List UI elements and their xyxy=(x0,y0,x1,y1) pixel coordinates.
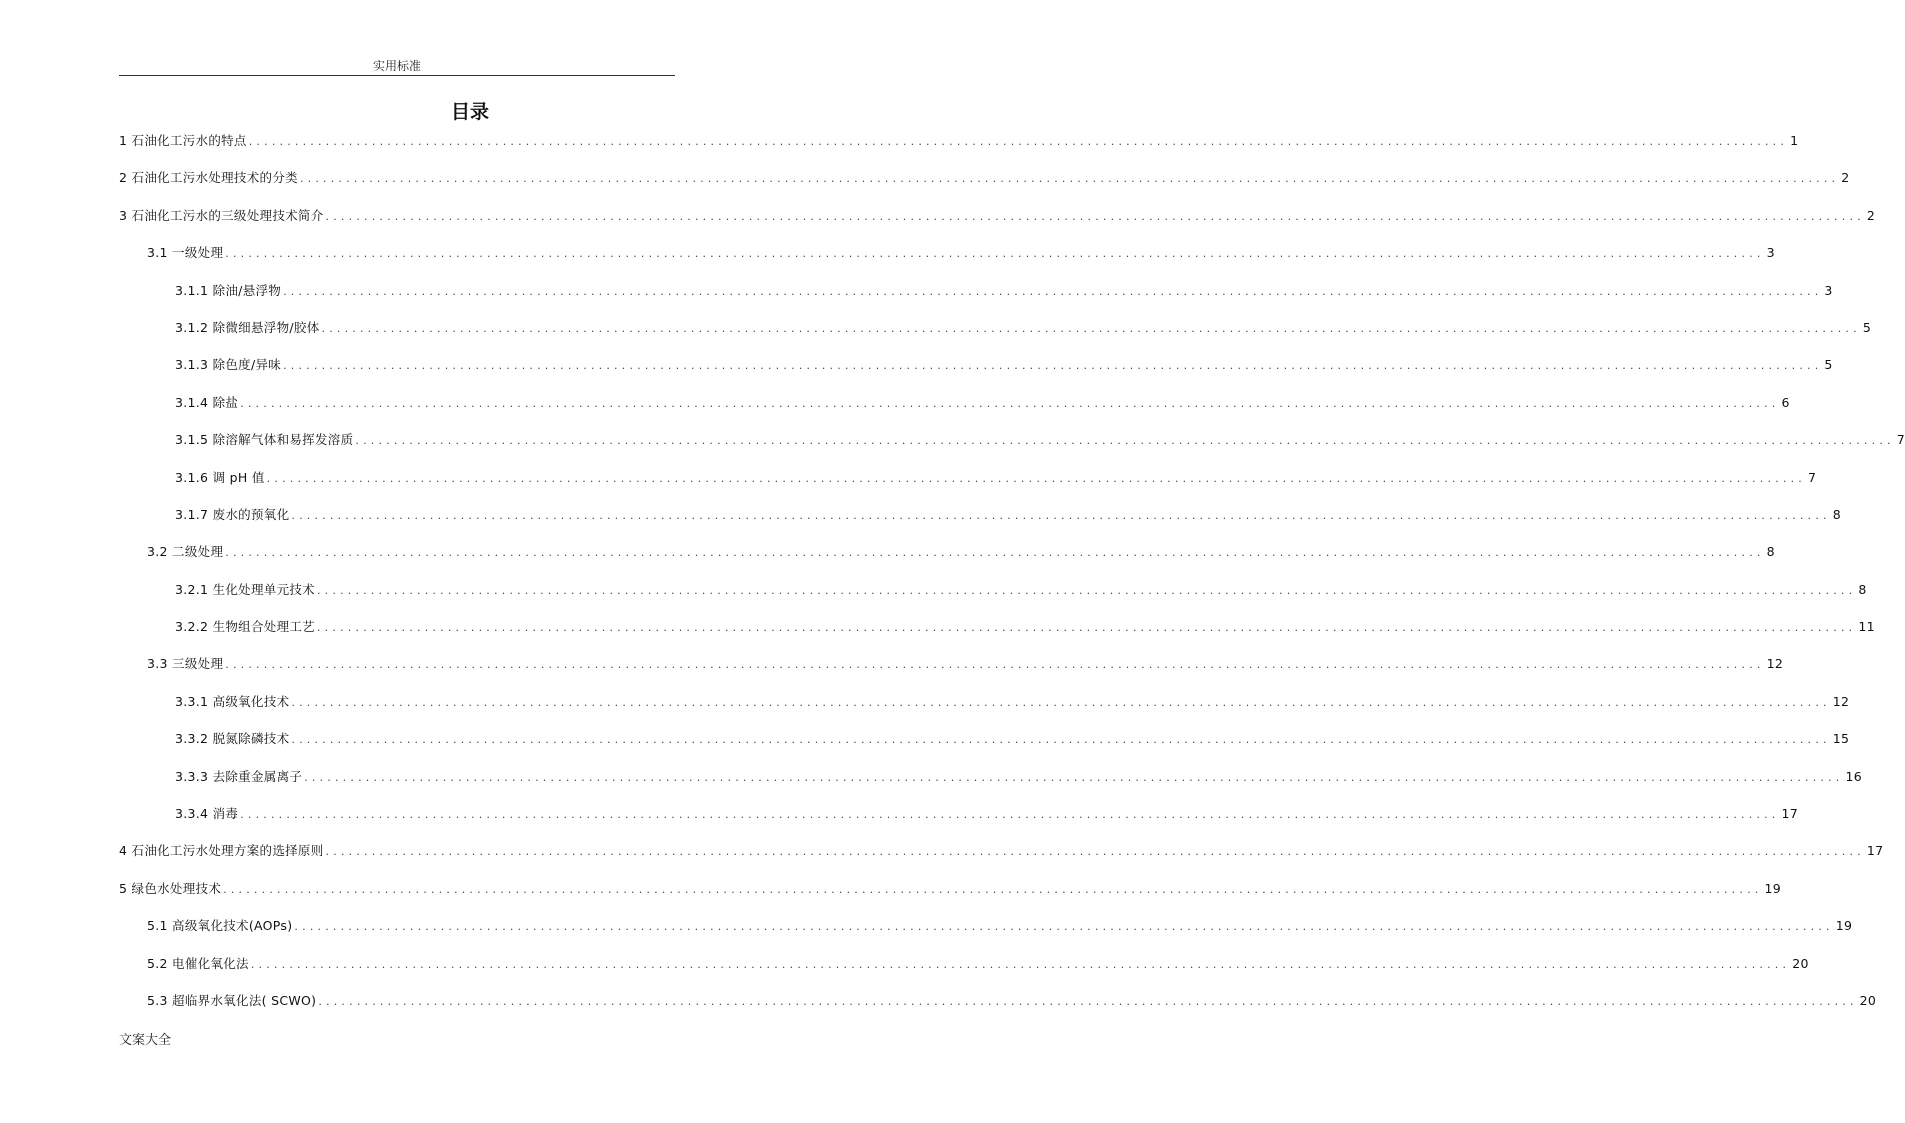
page-footer: 文案大全 xyxy=(119,1033,172,1048)
toc-entry-row[interactable] xyxy=(175,618,1875,636)
toc-dot-leader: ........................................................................................................................................................................................................ xyxy=(283,359,1823,373)
toc-entry-label[interactable]: 3.1 一级处理 xyxy=(147,245,224,261)
toc-entry-label[interactable]: 3.2.1 生化处理单元技术 xyxy=(175,581,315,597)
toc-entry-row[interactable] xyxy=(119,880,1781,898)
toc-entry-page-number[interactable]: 8 xyxy=(1832,506,1841,522)
toc-entry[interactable] xyxy=(119,876,1781,913)
toc-entry-row[interactable] xyxy=(175,805,1799,823)
toc-dot-leader: ........................................................................................................................................................................................................ xyxy=(325,209,1865,223)
toc-entry-row[interactable] xyxy=(147,655,1784,673)
toc-dot-leader: ........................................................................................................................................................................................................ xyxy=(316,583,1857,597)
toc-entry[interactable] xyxy=(119,240,1775,277)
toc-entry-row[interactable] xyxy=(175,768,1863,786)
toc-entry-row[interactable] xyxy=(175,581,1867,599)
toc-entry[interactable] xyxy=(119,651,1784,688)
toc-dot-leader: ........................................................................................................................................................................................................ xyxy=(225,658,1765,672)
toc-entry-page-number[interactable]: 17 xyxy=(1866,843,1884,859)
toc-entry-label[interactable]: 3.1.1 除油/悬浮物 xyxy=(175,282,282,298)
toc-entry-row[interactable] xyxy=(175,469,1817,487)
toc-dot-leader: ........................................................................................................................................................................................................ xyxy=(291,508,1831,522)
toc-dot-leader: ........................................................................................................................................................................................................ xyxy=(283,284,1823,298)
toc-dot-leader: ........................................................................................................................................................................................................ xyxy=(225,546,1765,560)
toc-entry-label[interactable]: 2 石油化工污水处理技术的分类 xyxy=(119,170,298,186)
toc-entry-label[interactable]: 3.3 三级处理 xyxy=(147,656,224,672)
toc-dot-leader: ........................................................................................................................................................................................................ xyxy=(355,434,1895,448)
toc-entry-row[interactable] xyxy=(175,394,1790,412)
toc-dot-leader: ........................................................................................................................................................................................................ xyxy=(304,770,1844,784)
toc-entry-label[interactable]: 3.3.1 高级氧化技术 xyxy=(175,693,290,709)
toc-entry-row[interactable] xyxy=(147,992,1877,1010)
toc-entry[interactable] xyxy=(119,577,1867,614)
toc-entry-page-number[interactable]: 19 xyxy=(1764,880,1781,896)
toc-entry-page-number[interactable]: 17 xyxy=(1781,806,1799,822)
toc-dot-leader: ........................................................................................................................................................................................................ xyxy=(250,957,1791,971)
toc-entry-page-number[interactable]: 3 xyxy=(1824,282,1833,298)
toc-entry-page-number[interactable]: 6 xyxy=(1781,394,1790,410)
toc-entry[interactable] xyxy=(119,128,1799,165)
table-of-contents xyxy=(119,128,1905,1025)
toc-entry[interactable] xyxy=(119,951,1809,988)
toc-dot-leader: ........................................................................................................................................................................................................ xyxy=(318,994,1858,1008)
toc-entry-label[interactable]: 3.2 二级处理 xyxy=(147,544,224,560)
toc-entry-page-number[interactable]: 3 xyxy=(1766,245,1775,261)
toc-entry-page-number[interactable]: 1 xyxy=(1790,133,1799,148)
toc-entry[interactable] xyxy=(119,988,1877,1025)
toc-dot-leader: ........................................................................................................................................................................................................ xyxy=(321,321,1861,335)
toc-entry-page-number[interactable]: 20 xyxy=(1792,955,1809,971)
toc-entry-row[interactable] xyxy=(175,506,1841,524)
toc-entry-page-number[interactable]: 8 xyxy=(1858,581,1867,597)
toc-entry[interactable] xyxy=(119,689,1850,726)
toc-entry[interactable] xyxy=(119,278,1833,315)
toc-entry-page-number[interactable]: 16 xyxy=(1845,768,1863,784)
toc-dot-leader: ........................................................................................................................................................................................................ xyxy=(248,135,1789,148)
toc-entry-page-number[interactable]: 7 xyxy=(1808,469,1817,485)
toc-entry-page-number[interactable]: 2 xyxy=(1866,207,1876,223)
toc-entry-page-number[interactable]: 5 xyxy=(1862,319,1872,335)
toc-entry[interactable] xyxy=(119,465,1817,502)
toc-entry-row[interactable] xyxy=(175,431,1905,449)
toc-entry-label[interactable]: 1 石油化工污水的特点 xyxy=(119,133,247,148)
toc-entry-row[interactable] xyxy=(119,842,1884,860)
toc-dot-leader: ........................................................................................................................................................................................................ xyxy=(291,695,1831,709)
toc-entry-label[interactable]: 5 绿色水处理技术 xyxy=(119,880,222,896)
toc-entry-row[interactable] xyxy=(147,543,1775,561)
toc-entry-row[interactable] xyxy=(175,693,1850,711)
toc-dot-leader: ........................................................................................................................................................................................................ xyxy=(299,172,1840,186)
toc-dot-leader: ........................................................................................................................................................................................................ xyxy=(266,471,1806,485)
toc-entry[interactable] xyxy=(119,913,1853,950)
toc-entry-label[interactable]: 3.1.2 除微细悬浮物/胶体 xyxy=(175,319,320,335)
toc-dot-leader: ........................................................................................................................................................................................................ xyxy=(316,621,1857,635)
toc-entry-page-number[interactable]: 5 xyxy=(1824,357,1833,373)
toc-entry[interactable] xyxy=(119,838,1884,875)
toc-entry[interactable] xyxy=(119,427,1905,464)
toc-entry-row[interactable] xyxy=(119,132,1799,150)
toc-dot-leader: ........................................................................................................................................................................................................ xyxy=(225,247,1765,261)
toc-entry[interactable] xyxy=(119,614,1875,651)
toc-entry[interactable] xyxy=(119,315,1872,352)
toc-entry-row[interactable] xyxy=(175,282,1833,300)
toc-entry-row[interactable] xyxy=(175,730,1850,748)
toc-entry[interactable] xyxy=(119,390,1790,427)
toc-entry[interactable] xyxy=(119,502,1841,539)
toc-entry-row[interactable] xyxy=(147,955,1809,973)
toc-entry-row[interactable] xyxy=(175,356,1833,374)
toc-entry-page-number[interactable]: 20 xyxy=(1859,992,1877,1008)
toc-entry-page-number[interactable]: 19 xyxy=(1835,918,1853,934)
toc-entry[interactable] xyxy=(119,801,1799,838)
toc-entry-label[interactable]: 3.1.4 除盐 xyxy=(175,394,239,410)
toc-entry[interactable] xyxy=(119,726,1850,763)
toc-entry-label[interactable]: 3.3.2 脱氮除磷技术 xyxy=(175,731,290,747)
toc-entry-page-number[interactable]: 12 xyxy=(1766,656,1784,672)
toc-entry-page-number[interactable]: 8 xyxy=(1766,544,1775,560)
toc-dot-leader: ........................................................................................................................................................................................................ xyxy=(223,882,1763,896)
toc-entry-label[interactable]: 5.2 电催化氧化法 xyxy=(147,955,249,971)
toc-entry-page-number[interactable]: 15 xyxy=(1832,731,1850,747)
toc-entry-label[interactable]: 3.3.4 消毒 xyxy=(175,806,239,822)
toc-entry-label[interactable]: 3.1.6 调 pH 值 xyxy=(175,469,265,485)
toc-entry[interactable] xyxy=(119,352,1833,389)
page-header: 实用标准 xyxy=(372,59,421,73)
toc-entry[interactable] xyxy=(119,203,1876,240)
header-divider xyxy=(119,75,675,76)
toc-entry-label[interactable]: 3.1.5 除溶解气体和易挥发溶质 xyxy=(175,432,354,448)
toc-entry-row[interactable] xyxy=(119,207,1876,225)
toc-entry-label[interactable]: 3.2.2 生物组合处理工艺 xyxy=(175,619,315,635)
toc-entry-label[interactable]: 3.1.7 废水的预氧化 xyxy=(175,506,290,522)
toc-dot-leader: ........................................................................................................................................................................................................ xyxy=(294,920,1834,934)
toc-entry-page-number[interactable]: 2 xyxy=(1841,170,1850,186)
toc-entry-label[interactable]: 3.1.3 除色度/异味 xyxy=(175,357,282,373)
toc-entry-label[interactable]: 5.1 高级氧化技术(AOPs) xyxy=(147,918,293,934)
toc-dot-leader: ........................................................................................................................................................................................................ xyxy=(240,808,1780,822)
toc-entry-label[interactable]: 3 石油化工污水的三级处理技术简介 xyxy=(119,207,324,223)
toc-title: 目录 xyxy=(450,101,489,123)
toc-entry-page-number[interactable]: 12 xyxy=(1832,693,1850,709)
toc-entry-row[interactable] xyxy=(119,169,1850,187)
toc-entry-row[interactable] xyxy=(147,917,1853,935)
toc-entry[interactable] xyxy=(119,165,1850,202)
toc-entry-page-number[interactable]: 11 xyxy=(1858,619,1875,635)
toc-entry-row[interactable] xyxy=(175,319,1872,337)
toc-entry-page-number[interactable]: 7 xyxy=(1896,432,1905,448)
toc-entry-label[interactable]: 5.3 超临界水氧化法( SCWO) xyxy=(147,992,317,1008)
toc-entry[interactable] xyxy=(119,764,1863,801)
toc-entry-label[interactable]: 4 石油化工污水处理方案的选择原则 xyxy=(119,843,324,859)
toc-dot-leader: ........................................................................................................................................................................................................ xyxy=(325,845,1865,859)
toc-dot-leader: ........................................................................................................................................................................................................ xyxy=(240,396,1780,410)
toc-entry-label[interactable]: 3.3.3 去除重金属离子 xyxy=(175,768,303,784)
toc-entry-row[interactable] xyxy=(147,244,1775,262)
toc-entry[interactable] xyxy=(119,539,1775,576)
toc-dot-leader: ........................................................................................................................................................................................................ xyxy=(291,733,1831,747)
